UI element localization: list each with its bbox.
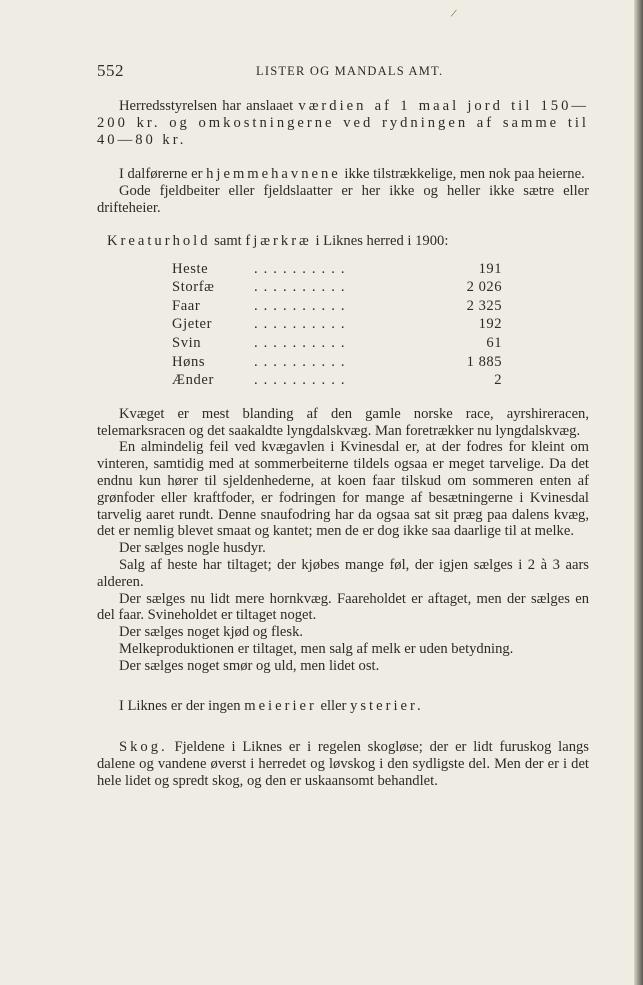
paragraph-cattle-breeds: Kvæget er mest blanding af den gamle norske race, ayrshireracen, telemarksracen og det saakaldte lyngdalskvæg. Man foretrækker nu lyngdalskvæg.	[97, 405, 589, 439]
paragraph-meat: Der sælges noget kjød og flesk.	[119, 624, 304, 641]
text-span: eller	[316, 698, 351, 715]
leader-dots: ..........	[254, 353, 351, 370]
table-row	[172, 260, 502, 279]
paragraph-milk: Melkeproduktionen er tiltaget, men salg af melk er uden betydning.	[119, 640, 514, 657]
running-head: LISTER OG MANDALS AMT.	[256, 64, 444, 78]
table-row	[172, 353, 502, 372]
table-row	[172, 297, 502, 316]
table-row	[172, 334, 502, 353]
text-span: Fjeldene i Liknes er i regelen skogløse; der er lidt furuskog langs dalene og vandene øverst i herredet og løvskog i den sydligste del. Men der er i det hele lidet og spredt skog, og den er uskaansomt behandlet.	[97, 739, 589, 789]
page-number: 552	[97, 61, 124, 80]
table-row	[172, 315, 502, 334]
paragraph-home-pastures	[97, 166, 589, 183]
text-span: I Liknes er der ingen	[119, 698, 245, 715]
livestock-table-title	[97, 233, 589, 250]
leader-dots: ..........	[254, 260, 351, 277]
spaced-text: hjemmehavnene	[206, 166, 341, 183]
row-label: Gjeter	[172, 316, 213, 333]
spaced-text: meierier	[244, 698, 317, 715]
paragraph-dairies	[97, 698, 589, 715]
spaced-text: Kreaturhold	[107, 232, 211, 249]
row-label: Faar	[172, 297, 201, 314]
paragraph-forest	[97, 739, 589, 789]
text-span: i Liknes herred i 1900:	[311, 232, 449, 249]
leader-dots: ..........	[254, 279, 351, 296]
row-label: Høns	[172, 353, 206, 370]
livestock-table	[172, 260, 589, 390]
leader-dots: ..........	[254, 316, 351, 333]
paragraph-feeding: En almindelig feil ved kvægavlen i Kvinesdal er, at der fodres for kleint om vinteren, samtidig med at sommerbeiterne tildels ogsaa er meget tarvelige. Da det endnu kun hører til sjeldenhederne, at koen faar tilskud om sommeren enten af grønfoder eller kraftfoder, er fodringen for mange af besætningerne i Kvinesdal tarvelig aaret rundt. Denne snaufodring har da ogsaa sat sit præg paa dalens kvæg, det er nemlig blevet smaat og kantet; men de er dog ikke saa daarlige til at melke.	[97, 439, 589, 540]
row-label: Storfæ	[172, 279, 215, 296]
leader-dots: ..........	[254, 372, 351, 389]
paragraph-mountain-pastures: Gode fjeldbeiter eller fjeldslaatter er her ikke og heller ikke sætre eller drifteheier.	[97, 183, 589, 216]
paragraph-butter: Der sælges noget smør og uld, men lidet ost.	[119, 657, 380, 674]
body-text	[97, 98, 589, 790]
text-span: I dalførerne er	[119, 166, 207, 183]
spaced-text: fjærkræ	[245, 232, 312, 249]
table-row	[172, 371, 502, 390]
row-label: Heste	[172, 260, 209, 277]
text-span: samt	[210, 232, 246, 249]
paragraph-valuation	[97, 98, 589, 148]
row-value: 1 885	[466, 353, 502, 370]
paragraph-horses: Salg af heste har tiltaget; der kjøbes mange føl, der igjen sælges i 2 à 3 aars alderen.	[97, 556, 589, 590]
text-span: Herredsstyrelsen har anslaaet	[119, 98, 299, 114]
paragraph-sales: Der sælges nogle husdyr.	[119, 540, 266, 557]
paragraph-cattle-sheep: Der sælges nu lidt mere hornkvæg. Faareholdet er aftaget, men der sælges en del faar. Svineholdet er tiltaget noget.	[97, 590, 589, 624]
row-label: Svin	[172, 334, 202, 351]
row-value: 61	[486, 334, 502, 351]
table-row	[172, 278, 502, 297]
pencil-mark: /	[449, 5, 458, 21]
leader-dots: ..........	[254, 334, 351, 351]
text-span: ikke tilstrækkelige, men nok paa heierne.	[340, 166, 585, 183]
row-label: Ænder	[172, 372, 214, 389]
spaced-text: værdien af 1 maal jord til 150—200 kr. og omkostningerne ved rydningen af samme til 40—80 kr.	[97, 98, 589, 148]
spaced-text: ysterier.	[350, 698, 424, 715]
row-value: 191	[478, 260, 502, 277]
row-value: 2 026	[466, 279, 502, 296]
section-heading-forest: Skog.	[119, 739, 168, 756]
page-edge	[634, 0, 643, 985]
row-value: 2 325	[466, 297, 502, 314]
row-value: 2	[494, 372, 502, 389]
row-value: 192	[478, 316, 502, 333]
leader-dots: ..........	[254, 297, 351, 314]
